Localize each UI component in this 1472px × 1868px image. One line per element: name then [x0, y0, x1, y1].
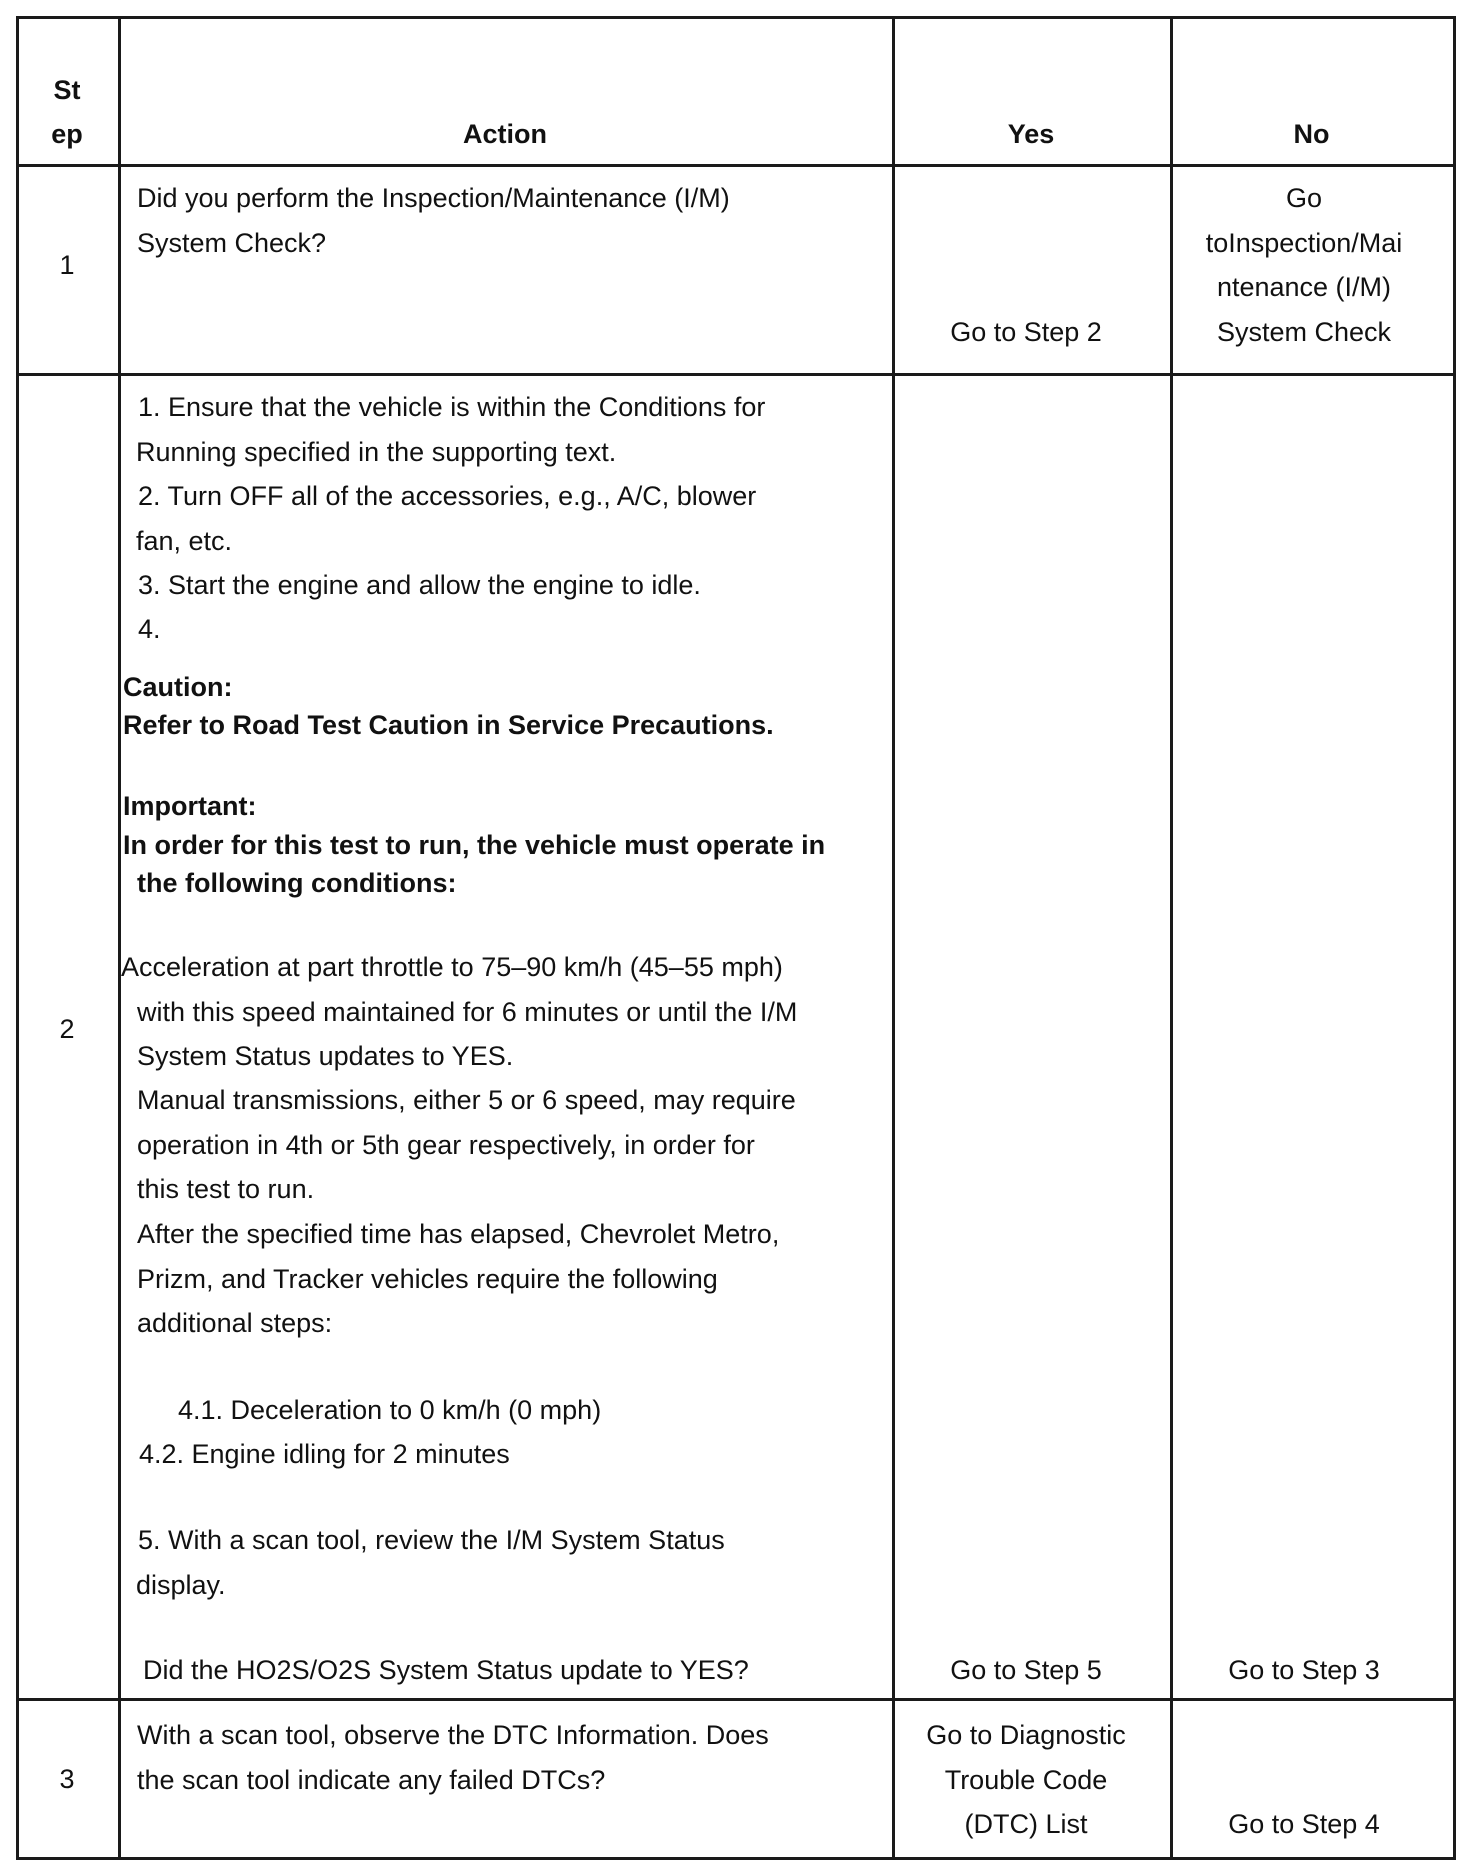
header-step: St ep — [51, 75, 83, 149]
no-result: Go to Step 4 — [1228, 1809, 1380, 1839]
important-text: In order for this test to run, the vehicle must operate in the following conditions: — [123, 830, 826, 898]
row-divider-2 — [16, 1698, 1456, 1701]
condition-acceleration: Acceleration at part throttle to 75–90 km/h (45–55 mph) with this speed maintained for 6 minutes or until the I/M System Status updates to YES. — [121, 952, 798, 1071]
column-divider-step — [118, 16, 121, 1860]
instruction-item-3: 3. Start the engine and allow the engine to idle. — [138, 570, 701, 600]
caution-title: Caution: — [123, 672, 233, 702]
header-action: Action — [463, 119, 547, 149]
yes-result: Go to Step 2 — [950, 317, 1102, 347]
header-divider — [16, 164, 1456, 167]
no-result: Go toInspection/Mai ntenance (I/M) System Check — [1205, 183, 1403, 347]
diagnostic-table — [16, 16, 1456, 1860]
row-divider-1 — [16, 373, 1456, 376]
yes-result: Go to Step 5 — [950, 1655, 1102, 1685]
step-number: 3 — [59, 1764, 75, 1794]
instruction-item-5: 5. With a scan tool, review the I/M System Status display. — [136, 1525, 725, 1600]
instruction-item-2: 2. Turn OFF all of the accessories, e.g., A/C, blower fan, etc. — [136, 481, 757, 556]
table-border-bottom — [16, 1857, 1456, 1860]
condition-manual-transmission: Manual transmissions, either 5 or 6 speed, may require operation in 4th or 5th gear respectively, in order for this test to run. — [137, 1085, 796, 1204]
action-text: With a scan tool, observe the DTC Information. Does the scan tool indicate any failed DTCs? — [137, 1720, 769, 1795]
table-border-top — [16, 16, 1456, 19]
instruction-item-1: 1. Ensure that the vehicle is within the Conditions for Running specified in the supporting text. — [136, 392, 766, 467]
no-result: Go to Step 3 — [1228, 1655, 1380, 1685]
step-number: 1 — [59, 250, 75, 280]
table-border-right — [1453, 16, 1456, 1860]
action-text: Did you perform the Inspection/Maintenance (I/M) System Check? — [137, 183, 730, 258]
question-text: Did the HO2S/O2S System Status update to YES? — [143, 1655, 749, 1685]
header-no: No — [1293, 119, 1330, 149]
condition-additional-steps: After the specified time has elapsed, Chevrolet Metro, Prizm, and Tracker vehicles require the following additional steps: — [137, 1219, 780, 1338]
sub-step-4-1: 4.1. Deceleration to 0 km/h (0 mph) — [178, 1395, 602, 1425]
instruction-item-4: 4. — [138, 614, 161, 644]
yes-result: Go to Diagnostic Trouble Code (DTC) List — [926, 1720, 1126, 1839]
important-title: Important: — [123, 791, 257, 821]
caution-text: Refer to Road Test Caution in Service Precautions. — [123, 710, 774, 740]
step-number: 2 — [59, 1014, 75, 1044]
sub-step-4-2: 4.2. Engine idling for 2 minutes — [139, 1439, 510, 1469]
table-border-left — [16, 16, 19, 1860]
column-divider-action — [892, 16, 895, 1860]
header-yes: Yes — [1007, 119, 1055, 149]
